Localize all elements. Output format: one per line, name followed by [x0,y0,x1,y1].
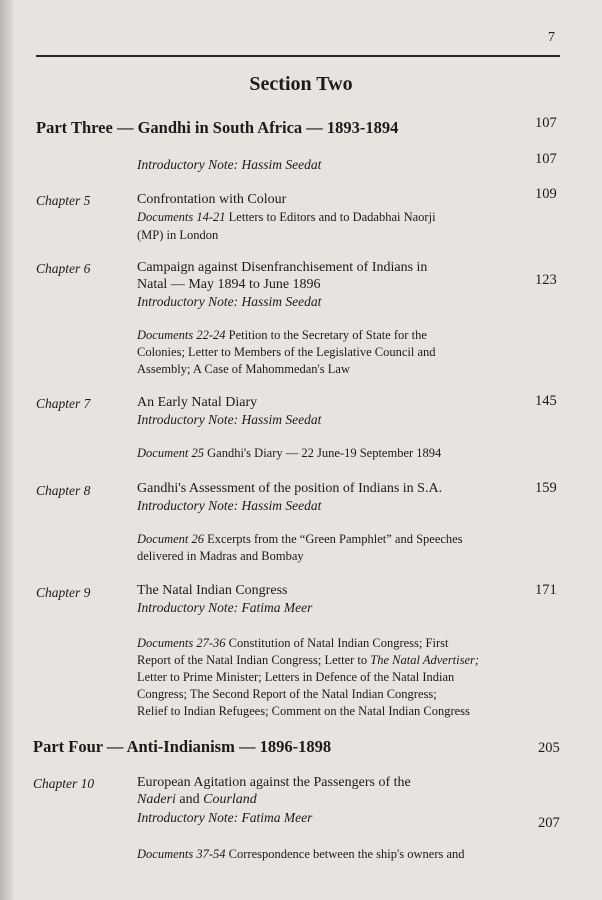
chapter-9-title: The Natal Indian Congress [137,583,288,598]
chapter-9-documents-line5: Relief to Indian Refugees; Comment on the Natal Indian Congress [137,704,470,718]
doc-text: Petition to the Secretary of State for the [228,328,427,342]
doc-text: Letters to Editors and to Dadabhai Naorji [228,210,436,224]
chapter-9-documents-line4: Congress; The Second Report of the Natal Indian Congress; [137,687,437,701]
chapter-5-page: 109 [535,186,557,202]
doc-text: Correspondence between the ship's owners and [228,847,465,861]
part-four-heading: Part Four — Anti-Indianism — 1896-1898 [33,737,332,756]
part-three-page: 107 [535,115,557,131]
chapter-6-intro: Introductory Note: Hassim Seedat [137,294,322,309]
chapter-9-documents-line3: Letter to Prime Minister; Letters in Defence of the Natal Indian [137,670,455,684]
chapter-9-label: Chapter 9 [36,585,91,600]
chapter-10-intro: Introductory Note: Fatima Meer [137,810,313,825]
chapter-6-label: Chapter 6 [36,261,91,276]
chapter-6-documents-line2: Colonies; Letter to Members of the Legislative Council and [137,345,436,359]
page-number: 7 [548,30,555,45]
chapter-8-intro: Introductory Note: Hassim Seedat [137,498,322,513]
chapter-5-documents [137,210,436,225]
chapter-8-page: 159 [535,480,557,496]
chapter-7-page: 145 [535,393,557,409]
chapter-9-documents [137,636,448,651]
chapter-6-page: 123 [535,272,557,288]
chapter-10-page: 207 [538,815,560,831]
ship-name: Naderi [137,792,176,807]
chapter-9-page: 171 [535,582,557,598]
section-title: Section Two [249,73,353,95]
chapter-7-title: An Early Natal Diary [137,395,258,410]
chapter-7-intro: Introductory Note: Hassim Seedat [137,412,322,427]
chapter-8-label: Chapter 8 [36,483,91,498]
chapter-7-documents [137,446,441,461]
chapter-5-documents-cont: (MP) in London [137,228,219,242]
chapter-5-label: Chapter 5 [36,193,91,208]
header-rule [36,55,560,57]
part-three-intro: Introductory Note: Hassim Seedat [137,157,322,172]
newspaper-title: The Natal Advertiser; [370,653,480,667]
chapter-10-title-line1: European Agitation against the Passengers of the [137,775,411,790]
chapter-8-title: Gandhi's Assessment of the position of Indians in S.A. [137,481,443,496]
chapter-6-documents [137,328,427,343]
chapter-6-title-line1: Campaign against Disenfranchisement of Indians in [137,260,428,275]
chapter-7-label: Chapter 7 [36,396,91,411]
chapter-10-title-line2 [137,792,257,808]
doc-text: Gandhi's Diary — 22 June-19 September 1894 [207,446,442,460]
chapter-10-label: Chapter 10 [33,776,95,791]
chapter-8-documents-line2: delivered in Madras and Bombay [137,549,304,563]
part-three-intro-page: 107 [535,151,557,167]
chapter-9-documents-line2 [137,653,479,668]
part-three-heading: Part Three — Gandhi in South Africa — 1893-1894 [36,118,399,137]
ship-name: Courland [203,792,257,807]
page-edge-shadow [0,0,14,900]
doc-label: Documents 27-36 [137,636,226,650]
doc-label: Documents 37-54 [137,847,226,861]
doc-text: Constitution of Natal Indian Congress; First [228,636,449,650]
chapter-10-documents [137,847,465,862]
chapter-5-title: Confrontation with Colour [137,192,287,207]
chapter-6-documents-line3: Assembly; A Case of Mahommedan's Law [137,362,350,376]
doc-label: Document 26 [137,532,204,546]
doc-label: Documents 22-24 [137,328,226,342]
conjunction: and [179,792,200,807]
chapter-9-intro: Introductory Note: Fatima Meer [137,600,313,615]
doc-text: Report of the Natal Indian Congress; Letter to [137,653,368,667]
doc-label: Documents 14-21 [137,210,226,224]
doc-text: Excerpts from the “Green Pamphlet” and Speeches [207,532,463,546]
doc-label: Document 25 [137,446,204,460]
chapter-6-title-line2: Natal — May 1894 to June 1896 [137,277,321,292]
part-four-page: 205 [538,740,560,756]
chapter-8-documents [137,532,463,547]
